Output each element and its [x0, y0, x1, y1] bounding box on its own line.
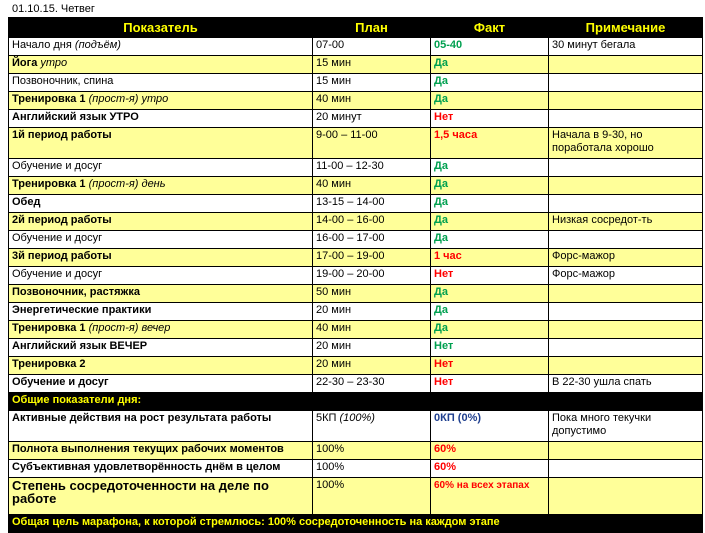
indicator-label: 3й период работы [12, 250, 112, 262]
note-value: В 22-30 ушла спать [552, 376, 652, 388]
fact-value: Да [434, 93, 448, 105]
plan-cell [313, 375, 431, 393]
fact-value: Нет [434, 111, 454, 123]
plan-cell [313, 231, 431, 249]
indicator-label: Позвоночник, спина [12, 75, 114, 87]
indicator-label: Тренировка 1 [12, 93, 86, 105]
note-cell [549, 285, 703, 303]
indicator-label: Обед [12, 196, 41, 208]
summary-indicator: Активные действия на рост результата работы [12, 412, 272, 424]
fact-cell [431, 249, 549, 267]
summary-indicator-cell [9, 478, 313, 515]
summary-indicator: Степень сосредоточенности на деле по работе [12, 478, 269, 506]
table-row [9, 303, 703, 321]
plan-value: 11-00 – 12-30 [316, 160, 384, 172]
table-row [9, 375, 703, 393]
summary-plan-cell [313, 478, 431, 515]
fact-cell [431, 56, 549, 74]
plan-value: 15 мин [316, 75, 352, 87]
plan-cell [313, 357, 431, 375]
plan-cell [313, 128, 431, 159]
indicator-label: Тренировка 2 [12, 358, 86, 370]
indicator-label: 1й период работы [12, 129, 112, 141]
fact-value: Да [434, 196, 448, 208]
table-row [9, 110, 703, 128]
fact-cell [431, 38, 549, 56]
summary-note-cell [549, 411, 703, 442]
summary-fact: 60% [434, 443, 457, 455]
indicator-label: Английский язык ВЕЧЕР [12, 340, 148, 352]
note-value: Низкая сосредот-ть [552, 214, 653, 226]
plan-cell [313, 92, 431, 110]
header-note: Примечание [549, 18, 703, 38]
indicator-label: Йога [12, 57, 38, 69]
table-row [9, 74, 703, 92]
indicator-note: утро [40, 57, 68, 69]
summary-indicator-cell [9, 411, 313, 442]
table-row [9, 159, 703, 177]
note-cell [549, 38, 703, 56]
indicator-cell [9, 110, 313, 128]
fact-cell [431, 159, 549, 177]
fact-cell [431, 110, 549, 128]
indicator-cell [9, 177, 313, 195]
fact-value: Да [434, 214, 448, 226]
plan-value: 40 мин [316, 93, 352, 105]
note-cell [549, 213, 703, 231]
indicator-cell [9, 159, 313, 177]
note-value: Начала в 9-30, но поработала хорошо [552, 129, 654, 154]
indicator-cell [9, 128, 313, 159]
summary-row [9, 478, 703, 515]
note-value: Форс-мажор [552, 268, 616, 280]
plan-cell [313, 285, 431, 303]
indicator-note: (прост-я) вечер [88, 322, 171, 334]
plan-value: 07-00 [316, 39, 345, 51]
summary-note-cell [549, 478, 703, 515]
indicator-cell [9, 321, 313, 339]
fact-value: Да [434, 232, 448, 244]
plan-value: 9-00 – 11-00 [316, 129, 378, 141]
indicator-label: 2й период работы [12, 214, 112, 226]
plan-value: 20 мин [316, 304, 352, 316]
note-cell [549, 303, 703, 321]
plan-value: 20 мин [316, 340, 352, 352]
fact-cell [431, 213, 549, 231]
indicator-note: (подъём) [74, 39, 121, 51]
indicator-label: Обучение и досуг [12, 160, 103, 172]
indicator-label: Обучение и досуг [12, 268, 103, 280]
plan-cell [313, 38, 431, 56]
indicator-cell [9, 375, 313, 393]
plan-value: 20 минут [316, 111, 362, 123]
fact-cell [431, 357, 549, 375]
fact-value: Нет [434, 268, 454, 280]
summary-row [9, 411, 703, 442]
indicator-cell [9, 267, 313, 285]
summary-plan-cell [313, 442, 431, 460]
plan-cell [313, 159, 431, 177]
indicator-cell [9, 195, 313, 213]
table-row [9, 321, 703, 339]
plan-value: 22-30 – 23-30 [316, 376, 385, 388]
plan-value: 17-00 – 19-00 [316, 250, 385, 262]
fact-cell [431, 321, 549, 339]
fact-value: Да [434, 75, 448, 87]
table-row [9, 339, 703, 357]
table-row [9, 56, 703, 74]
note-cell [549, 159, 703, 177]
table-row [9, 177, 703, 195]
indicator-cell [9, 74, 313, 92]
note-cell [549, 195, 703, 213]
plan-cell [313, 110, 431, 128]
fact-value: Да [434, 160, 448, 172]
daily-plan-table [8, 17, 703, 533]
fact-value: Нет [434, 340, 454, 352]
indicator-cell [9, 285, 313, 303]
plan-value: 50 мин [316, 286, 352, 298]
note-cell [549, 231, 703, 249]
summary-row [9, 460, 703, 478]
note-cell [549, 128, 703, 159]
indicator-label: Тренировка 1 [12, 322, 86, 334]
plan-value: 19-00 – 20-00 [316, 268, 385, 280]
fact-cell [431, 195, 549, 213]
indicator-label: Обучение и досуг [12, 376, 109, 388]
note-cell [549, 56, 703, 74]
plan-cell [313, 74, 431, 92]
indicator-cell [9, 92, 313, 110]
indicator-label: Английский язык УТРО [12, 111, 139, 123]
plan-cell [313, 177, 431, 195]
plan-value: 40 мин [316, 178, 352, 190]
fact-value: Нет [434, 376, 454, 388]
summary-note-cell [549, 460, 703, 478]
table-row [9, 249, 703, 267]
summary-plan: 100% [316, 479, 345, 491]
note-cell [549, 339, 703, 357]
note-value: Форс-мажор [552, 250, 616, 262]
summary-indicator: Субъективная удовлетворённость днём в целом [12, 461, 281, 473]
summary-plan-cell [313, 460, 431, 478]
indicator-label: Энергетические практики [12, 304, 152, 316]
indicator-label: Обучение и досуг [12, 232, 103, 244]
plan-value: 16-00 – 17-00 [316, 232, 385, 244]
plan-cell [313, 267, 431, 285]
marathon-goal: Общая цель марафона, к которой стремлюсь: 100% сосредоточенность на каждом этапе [9, 515, 703, 533]
indicator-note: (прост-я) утро [88, 93, 169, 105]
header-row [9, 18, 703, 38]
plan-cell [313, 321, 431, 339]
fact-cell [431, 267, 549, 285]
goal-row [9, 515, 703, 533]
fact-cell [431, 285, 549, 303]
fact-cell [431, 177, 549, 195]
summary-indicator-cell [9, 460, 313, 478]
note-cell [549, 92, 703, 110]
summary-title-row [9, 393, 703, 411]
plan-value: 14-00 – 16-00 [316, 214, 385, 226]
summary-indicator-cell [9, 442, 313, 460]
fact-value: Да [434, 57, 448, 69]
summary-plan: 100% [316, 461, 345, 473]
fact-cell [431, 92, 549, 110]
fact-cell [431, 231, 549, 249]
table-row [9, 38, 703, 56]
indicator-cell [9, 357, 313, 375]
header-indicator: Показатель [9, 18, 313, 38]
indicator-cell [9, 38, 313, 56]
note-cell [549, 74, 703, 92]
note-cell [549, 321, 703, 339]
summary-row [9, 442, 703, 460]
plan-cell [313, 303, 431, 321]
summary-fact: 60% [434, 461, 457, 473]
fact-value: Да [434, 304, 448, 316]
fact-cell [431, 74, 549, 92]
summary-fact-cell [431, 442, 549, 460]
plan-value: 13-15 – 14-00 [316, 196, 385, 208]
plan-cell [313, 213, 431, 231]
plan-value: 15 мин [316, 57, 352, 69]
fact-value: 1,5 часа [434, 129, 478, 141]
summary-title: Общие показатели дня: [9, 393, 703, 411]
plan-cell [313, 56, 431, 74]
plan-value: 20 мин [316, 358, 352, 370]
fact-value: Да [434, 178, 448, 190]
summary-plan-note: (100%) [339, 412, 375, 424]
indicator-label: Тренировка 1 [12, 178, 86, 190]
table-row [9, 213, 703, 231]
table-row [9, 92, 703, 110]
fact-cell [431, 303, 549, 321]
summary-fact-cell [431, 411, 549, 442]
fact-value: Да [434, 322, 448, 334]
plan-cell [313, 339, 431, 357]
indicator-note: (прост-я) день [88, 178, 166, 190]
header-fact: Факт [431, 18, 549, 38]
fact-cell [431, 128, 549, 159]
indicator-cell [9, 249, 313, 267]
note-cell [549, 177, 703, 195]
note-cell [549, 375, 703, 393]
note-cell [549, 110, 703, 128]
summary-indicator: Полнота выполнения текущих рабочих моментов [12, 443, 284, 455]
note-cell [549, 357, 703, 375]
plan-value: 40 мин [316, 322, 352, 334]
summary-plan: 5КП [316, 412, 337, 424]
summary-note: Пока много текучки допустимо [552, 412, 652, 437]
summary-fact: 60% на всех этапах [434, 480, 530, 491]
summary-plan: 100% [316, 443, 345, 455]
summary-note-cell [549, 442, 703, 460]
plan-cell [313, 249, 431, 267]
table-row [9, 357, 703, 375]
table-row [9, 195, 703, 213]
fact-value: 1 час [434, 250, 462, 262]
table-row [9, 285, 703, 303]
summary-fact-cell [431, 478, 549, 515]
header-plan: План [313, 18, 431, 38]
indicator-cell [9, 339, 313, 357]
indicator-cell [9, 56, 313, 74]
table-row [9, 267, 703, 285]
note-cell [549, 249, 703, 267]
note-value: 30 минут бегала [552, 39, 636, 51]
fact-value: Да [434, 286, 448, 298]
indicator-cell [9, 231, 313, 249]
indicator-cell [9, 303, 313, 321]
summary-fact: 0КП (0%) [434, 412, 482, 424]
indicator-label: Позвоночник, растяжка [12, 286, 140, 298]
fact-value: Нет [434, 358, 454, 370]
plan-cell [313, 195, 431, 213]
indicator-label: Начало дня [12, 39, 72, 51]
note-cell [549, 267, 703, 285]
fact-cell [431, 339, 549, 357]
fact-value: 05-40 [434, 39, 463, 51]
sheet-date: 01.10.15. Четвег [12, 3, 95, 15]
summary-fact-cell [431, 460, 549, 478]
indicator-cell [9, 213, 313, 231]
table-row [9, 128, 703, 159]
table-row [9, 231, 703, 249]
fact-cell [431, 375, 549, 393]
summary-plan-cell [313, 411, 431, 442]
